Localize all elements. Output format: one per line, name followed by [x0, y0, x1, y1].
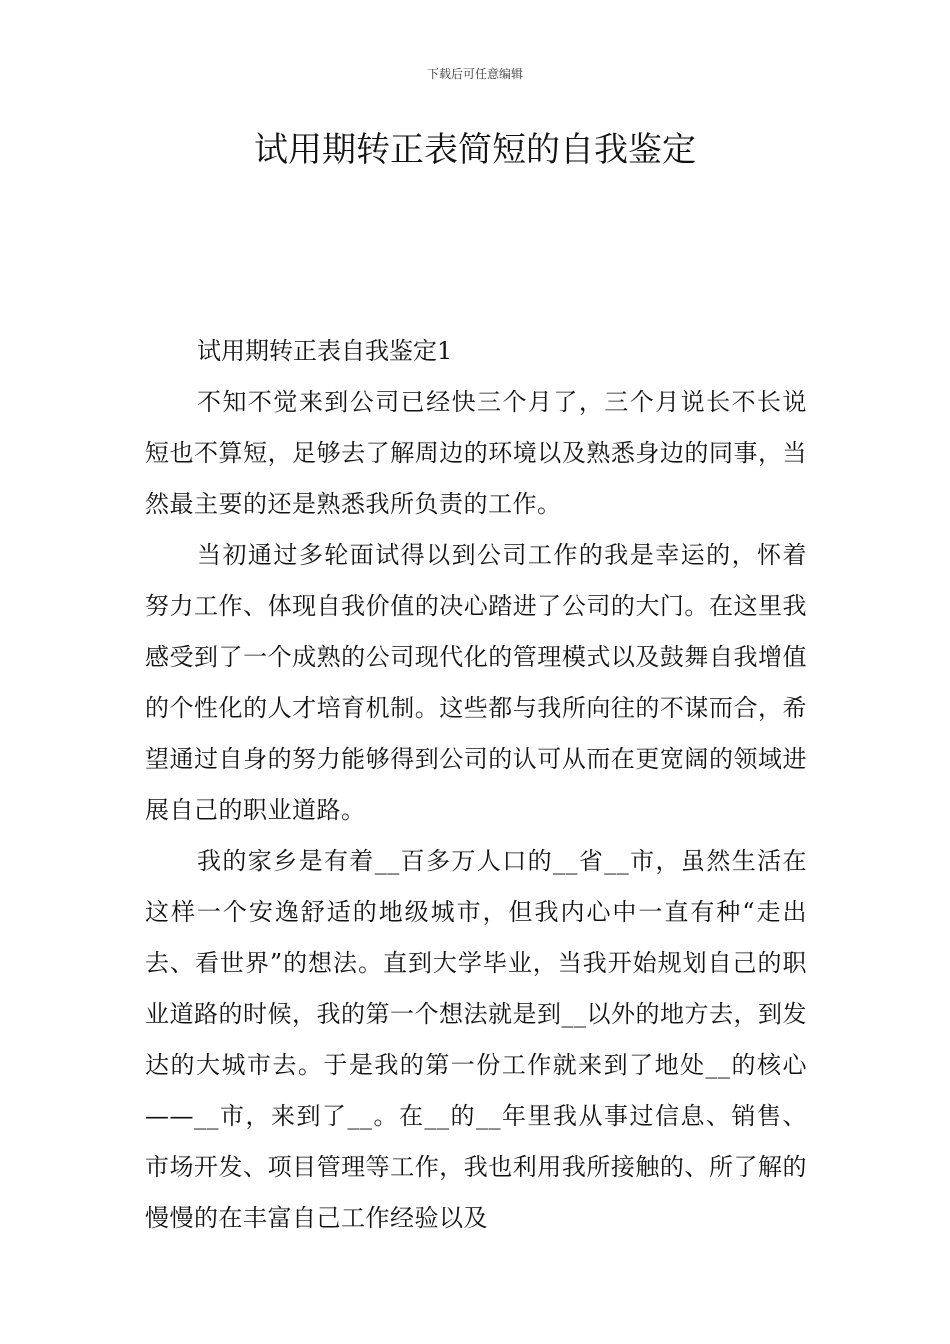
document-body	[145, 326, 807, 1244]
section-heading: 试用期转正表自我鉴定1	[197, 337, 453, 365]
paragraph-1: 不知不觉来到公司已经快三个月了，三个月说长不长说短也不算短，足够去了解周边的环境以及熟悉身边的同事，当然最主要的还是熟悉我所负责的工作。	[145, 388, 807, 518]
document-title: 试用期转正表简短的自我鉴定	[254, 130, 696, 170]
paragraph-2: 当初通过多轮面试得以到公司工作的我是幸运的，怀着努力工作、体现自我价值的决心踏进了公司的大门。在这里我感受到了一个成熟的公司现代化的管理模式以及鼓舞自我增值的个性化的人才培育机制。这些都与我所向往的不谋而合，希望通过自身的努力能够得到公司的认可从而在更宽阔的领域进展自己的职业道路。	[145, 541, 807, 824]
header-note: 下载后可任意编辑	[426, 67, 523, 81]
paragraph-3: 我的家乡是有着__百多万人口的__省__市，虽然生活在这样一个安逸舒适的地级城市，但我内心中一直有种“走出去、看世界”的想法。直到大学毕业，当我开始规划自己的职业道路的时候，我的第一个想法就是到__以外的地方去，到发达的大城市去。于是我的第一份工作就来到了地处__的核心——__市，来到了__。在__的__年里我从事过信息、销售、市场开发、项目管理等工作，我也利用我所接触的、所了解的慢慢的在丰富自己工作经验以及	[145, 847, 807, 1232]
